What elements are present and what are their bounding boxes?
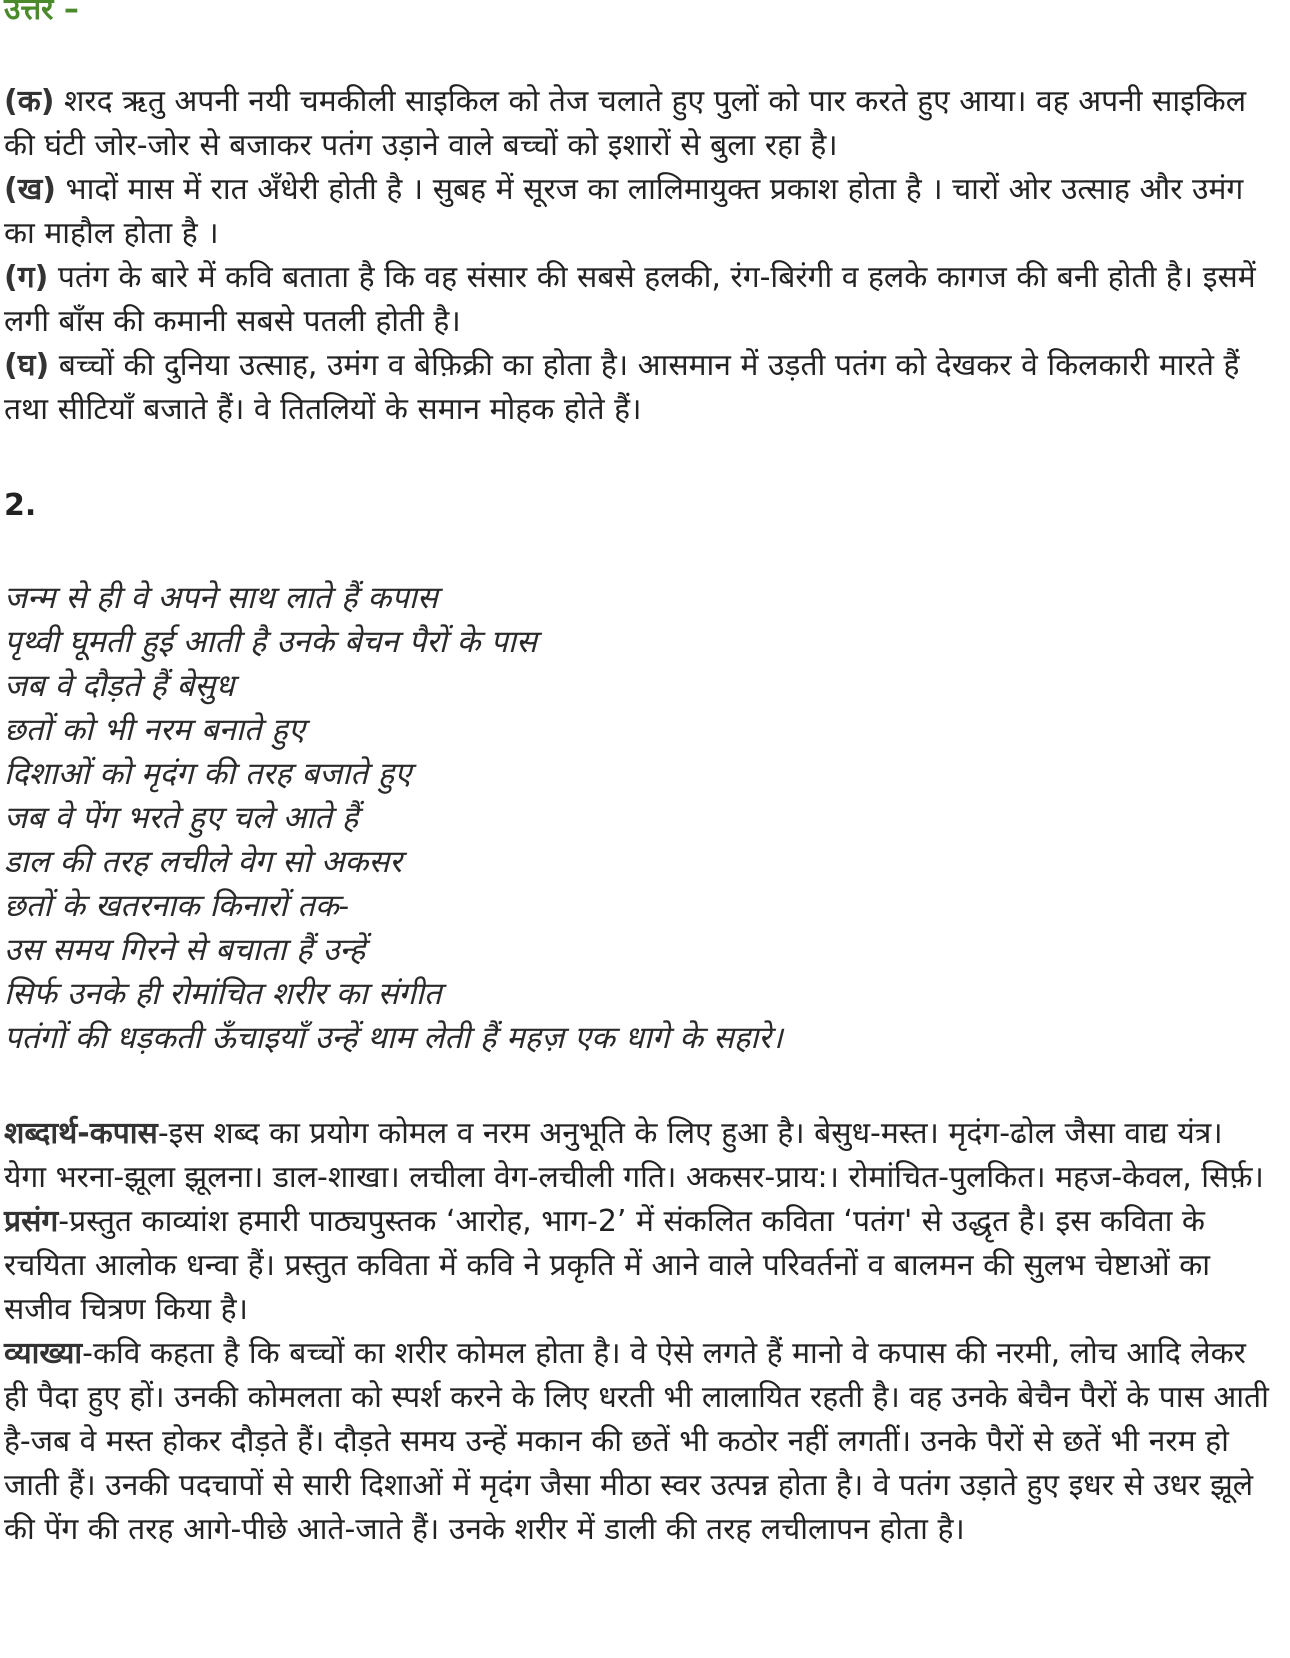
prasang-term: प्रसंग [4, 1204, 59, 1239]
answer-ga [4, 256, 1272, 344]
answer-heading: उत्तर – [4, 0, 79, 27]
answer-kha [4, 168, 1272, 256]
vyakhya-paragraph [4, 1332, 1272, 1552]
poem-stanza [4, 576, 1272, 1060]
poem-line: पृथ्वी घूमती हुई आती है उनके बेचन पैरों के पास [4, 624, 537, 660]
poem-line: सिर्फ उनके ही रोमांचित शरीर का संगीत [4, 976, 442, 1012]
prasang-paragraph [4, 1200, 1272, 1332]
poem-line: जब वे पेंग भरते हुए चले आते हैं [4, 800, 359, 836]
shabdarth-paragraph [4, 1112, 1272, 1200]
answer-text: बच्चों की दुनिया उत्साह, उमंग व बेफ़िक्री का होता है। आसमान में उड़ती पतंग को देखकर वे किलकारी मारते हैं तथा सीटियाँ बजाते हैं। वे तितलियों के समान मोहक होते हैं। [4, 348, 1240, 427]
answer-text: पतंग के बारे में कवि बताता है कि वह संसार की सबसे हलकी, रंग-बिरंगी व हलके कागज की बनी होती है। इसमें लगी बाँस की कमानी सबसे पतली होती है। [4, 260, 1256, 339]
poem-line: जब वे दौड़ते हैं बेसुध [4, 668, 235, 704]
answers-section [4, 80, 1272, 432]
poem-line: छतों को भी नरम बनाते हुए [4, 712, 305, 748]
answer-text: भादों मास में रात अँधेरी होती है । सुबह में सूरज का लालिमायुक्त प्रकाश होता है । चारों ओर उत्साह और उमंग का माहौल होता है । [4, 172, 1244, 251]
answer-gha [4, 344, 1272, 432]
vyakhya-term: व्याख्या [4, 1336, 83, 1371]
answer-label: (क) [4, 84, 55, 119]
answer-label: (घ) [4, 348, 50, 383]
answer-label: (ग) [4, 260, 49, 295]
poem-line: छतों के खतरनाक किनारों तक- [4, 888, 350, 924]
poem-line: उस समय गिरने से बचाता हैं उन्हें [4, 932, 366, 968]
poem-line: जन्म से ही वे अपने साथ लाते हैं कपास [4, 580, 438, 616]
question-number: 2. [4, 488, 37, 523]
answer-label: (ख) [4, 172, 56, 207]
explanation-section [4, 1112, 1272, 1552]
poem-line: दिशाओं को मृदंग की तरह बजाते हुए [4, 756, 412, 792]
poem-line: पतंगों की धड़कती ऊँचाइयाँ उन्हें थाम लेती हैं महज़ एक धागे के सहारे। [4, 1020, 783, 1056]
answer-ka [4, 80, 1272, 168]
shabdarth-text: -इस शब्द का प्रयोग कोमल व नरम अनुभूति के लिए हुआ है। बेसुध-मस्त। मृदंग-ढोल जैसा वाद्य यंत्र। येगा भरना-झूला झूलना। डाल-शाखा। लचीला वेग-लचीली गति। अकसर-प्राय:। रोमांचित-पुलकित। महज-केवल, सिर्फ़। [4, 1116, 1264, 1195]
poem-line: डाल की तरह लचीले वेग सो अकसर [4, 844, 402, 880]
answer-text: शरद ऋतु अपनी नयी चमकीली साइकिल को तेज चलाते हुए पुलों को पार करते हुए आया। वह अपनी साइकिल की घंटी जोर-जोर से बजाकर पतंग उड़ाने वाले बच्चों को इशारों से बुला रहा है। [4, 84, 1247, 163]
shabdarth-term: शब्दार्थ-कपास [4, 1116, 158, 1151]
vyakhya-text: -कवि कहता है कि बच्चों का शरीर कोमल होता है। वे ऐसे लगते हैं मानो वे कपास की नरमी, लोच आदि लेकर ही पैदा हुए हों। उनकी कोमलता को स्पर्श करने के लिए धरती भी लालायित रहती है। वह उनके बेचैन पैरों के पास आती है-जब वे मस्त होकर दौड़ते हैं। दौड़ते समय उन्हें मकान की छतें भी कठोर नहीं लगतीं। उनके पैरों से छतें भी नरम हो जाती हैं। उनकी पदचापों से सारी दिशाओं में मृदंग जैसा मीठा स्वर उत्पन्न होता है। वे पतंग उड़ाते हुए इधर से उधर झूले की पेंग की तरह आगे-पीछे आते-जाते हैं। उनके शरीर में डाली की तरह लचीलापन होता है। [4, 1336, 1269, 1547]
prasang-text: -प्रस्तुत काव्यांश हमारी पाठ्यपुस्तक ‘आरोह, भाग-2’ में संकलित कविता ‘पतंग' से उद्धृत है। इस कविता के रचयिता आलोक धन्वा हैं। प्रस्तुत कविता में कवि ने प्रकृति में आने वाले परिवर्तनों व बालमन की सुलभ चेष्टाओं का सजीव चित्रण किया है। [4, 1204, 1211, 1327]
